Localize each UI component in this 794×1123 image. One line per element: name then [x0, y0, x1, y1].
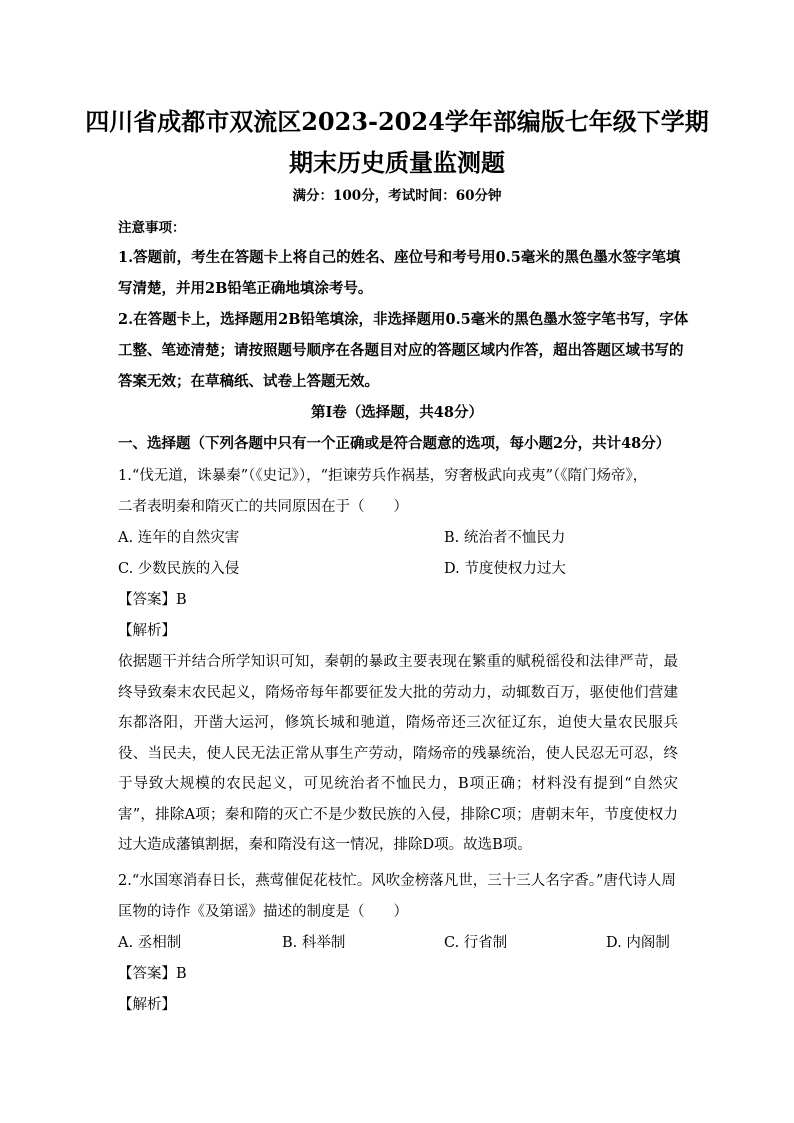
notice-item-2-cont2: 答案无效；在草稿纸、试卷上答题无效。	[118, 373, 379, 390]
question-1-stem-cont: 二者表明秦和隋灭亡的共同原因在于（ ）	[118, 499, 408, 515]
notice-item-1-cont: 写清楚，并用2B铅笔正确地填涂考号。	[118, 280, 373, 297]
question-1-answer: 【答案】B	[118, 592, 187, 608]
notice-item-2: 2.在答题卡上，选择题用2B铅笔填涂，非选择题用0.5毫米的黑色墨水签字笔书写，字体	[118, 311, 689, 328]
question-1-option-b: B. 统治者不恤民力	[444, 530, 566, 546]
score-info: 满分：100分，考试时间：60分钟	[292, 188, 502, 204]
notice-item-1: 1.答题前，考生在答题卡上将自己的姓名、座位号和考号用0.5毫米的黑色墨水签字笔填	[118, 249, 681, 266]
page-title: 四川省成都市双流区2023-2024学年部编版七年级下学期	[85, 107, 709, 136]
question-1-analysis: 依据题干并结合所学知识可知，秦朝的暴政主要表现在繁重的赋税徭役和法律严苛，最终导致秦末农民起义，隋炀帝每年都要征发大批的劳动力，动辄数百万，驱使他们营建东都洛阳，开凿大运河，修筑长城和驰道，隋炀帝还三次征辽东，迫使大量农民服兵役、当民夫，使人民无法正常从事生产劳动，隋炀帝的残暴统治，使人民忍无可忍，终于导致大规模的农民起义，可见统治者不恤民力，B项正确；材料没有提到“自然灾害”，排除A项；秦和隋的灭亡不是少数民族的入侵，排除C项；唐朝末年，节度使权力过大造成藩镇割据，秦和隋没有这一情况，排除D项。故选B项。	[118, 654, 678, 853]
question-1-option-c: C. 少数民族的入侵	[118, 561, 240, 577]
question-2-option-a: A. 丞相制	[118, 935, 182, 951]
question-2-analysis-label: 【解析】	[118, 997, 176, 1013]
section-heading: 一、选择题（下列各题中只有一个正确或是符合题意的选项，每小题2分，共计48分）	[118, 435, 671, 452]
question-2-stem-cont: 匡物的诗作《及第谣》描述的制度是（ ）	[118, 904, 408, 920]
question-1-option-a: A. 连年的自然灾害	[118, 530, 240, 546]
question-2-stem: 2.“水国寒消春日长，燕莺催促花枝忙。风吹金榜落凡世，三十三人名字香。”唐代诗人周	[118, 873, 676, 889]
question-1-stem: 1.“伐无道，诛暴秦”（《史记》），“拒谏劳兵作祸基，穷奢极武向戎夷”（《隋门炀帝》，	[118, 468, 648, 484]
notice-item-2-cont: 工整、笔迹清楚；请按照题号顺序在各题目对应的答题区域内作答，超出答题区域书写的	[118, 342, 684, 359]
question-2-option-c: C. 行省制	[444, 935, 508, 951]
question-1-analysis-label: 【解析】	[118, 623, 176, 639]
page-title-line2: 期末历史质量监测题	[289, 148, 505, 177]
volume-heading: 第Ⅰ卷（选择题，共48分）	[311, 404, 483, 421]
question-2-option-d: D. 内阁制	[606, 935, 670, 951]
question-2-option-b: B. 科举制	[282, 935, 346, 951]
notice-heading: 注意事项：	[118, 220, 186, 236]
question-2-answer: 【答案】B	[118, 966, 187, 982]
question-1-option-d: D. 节度使权力过大	[444, 561, 566, 577]
